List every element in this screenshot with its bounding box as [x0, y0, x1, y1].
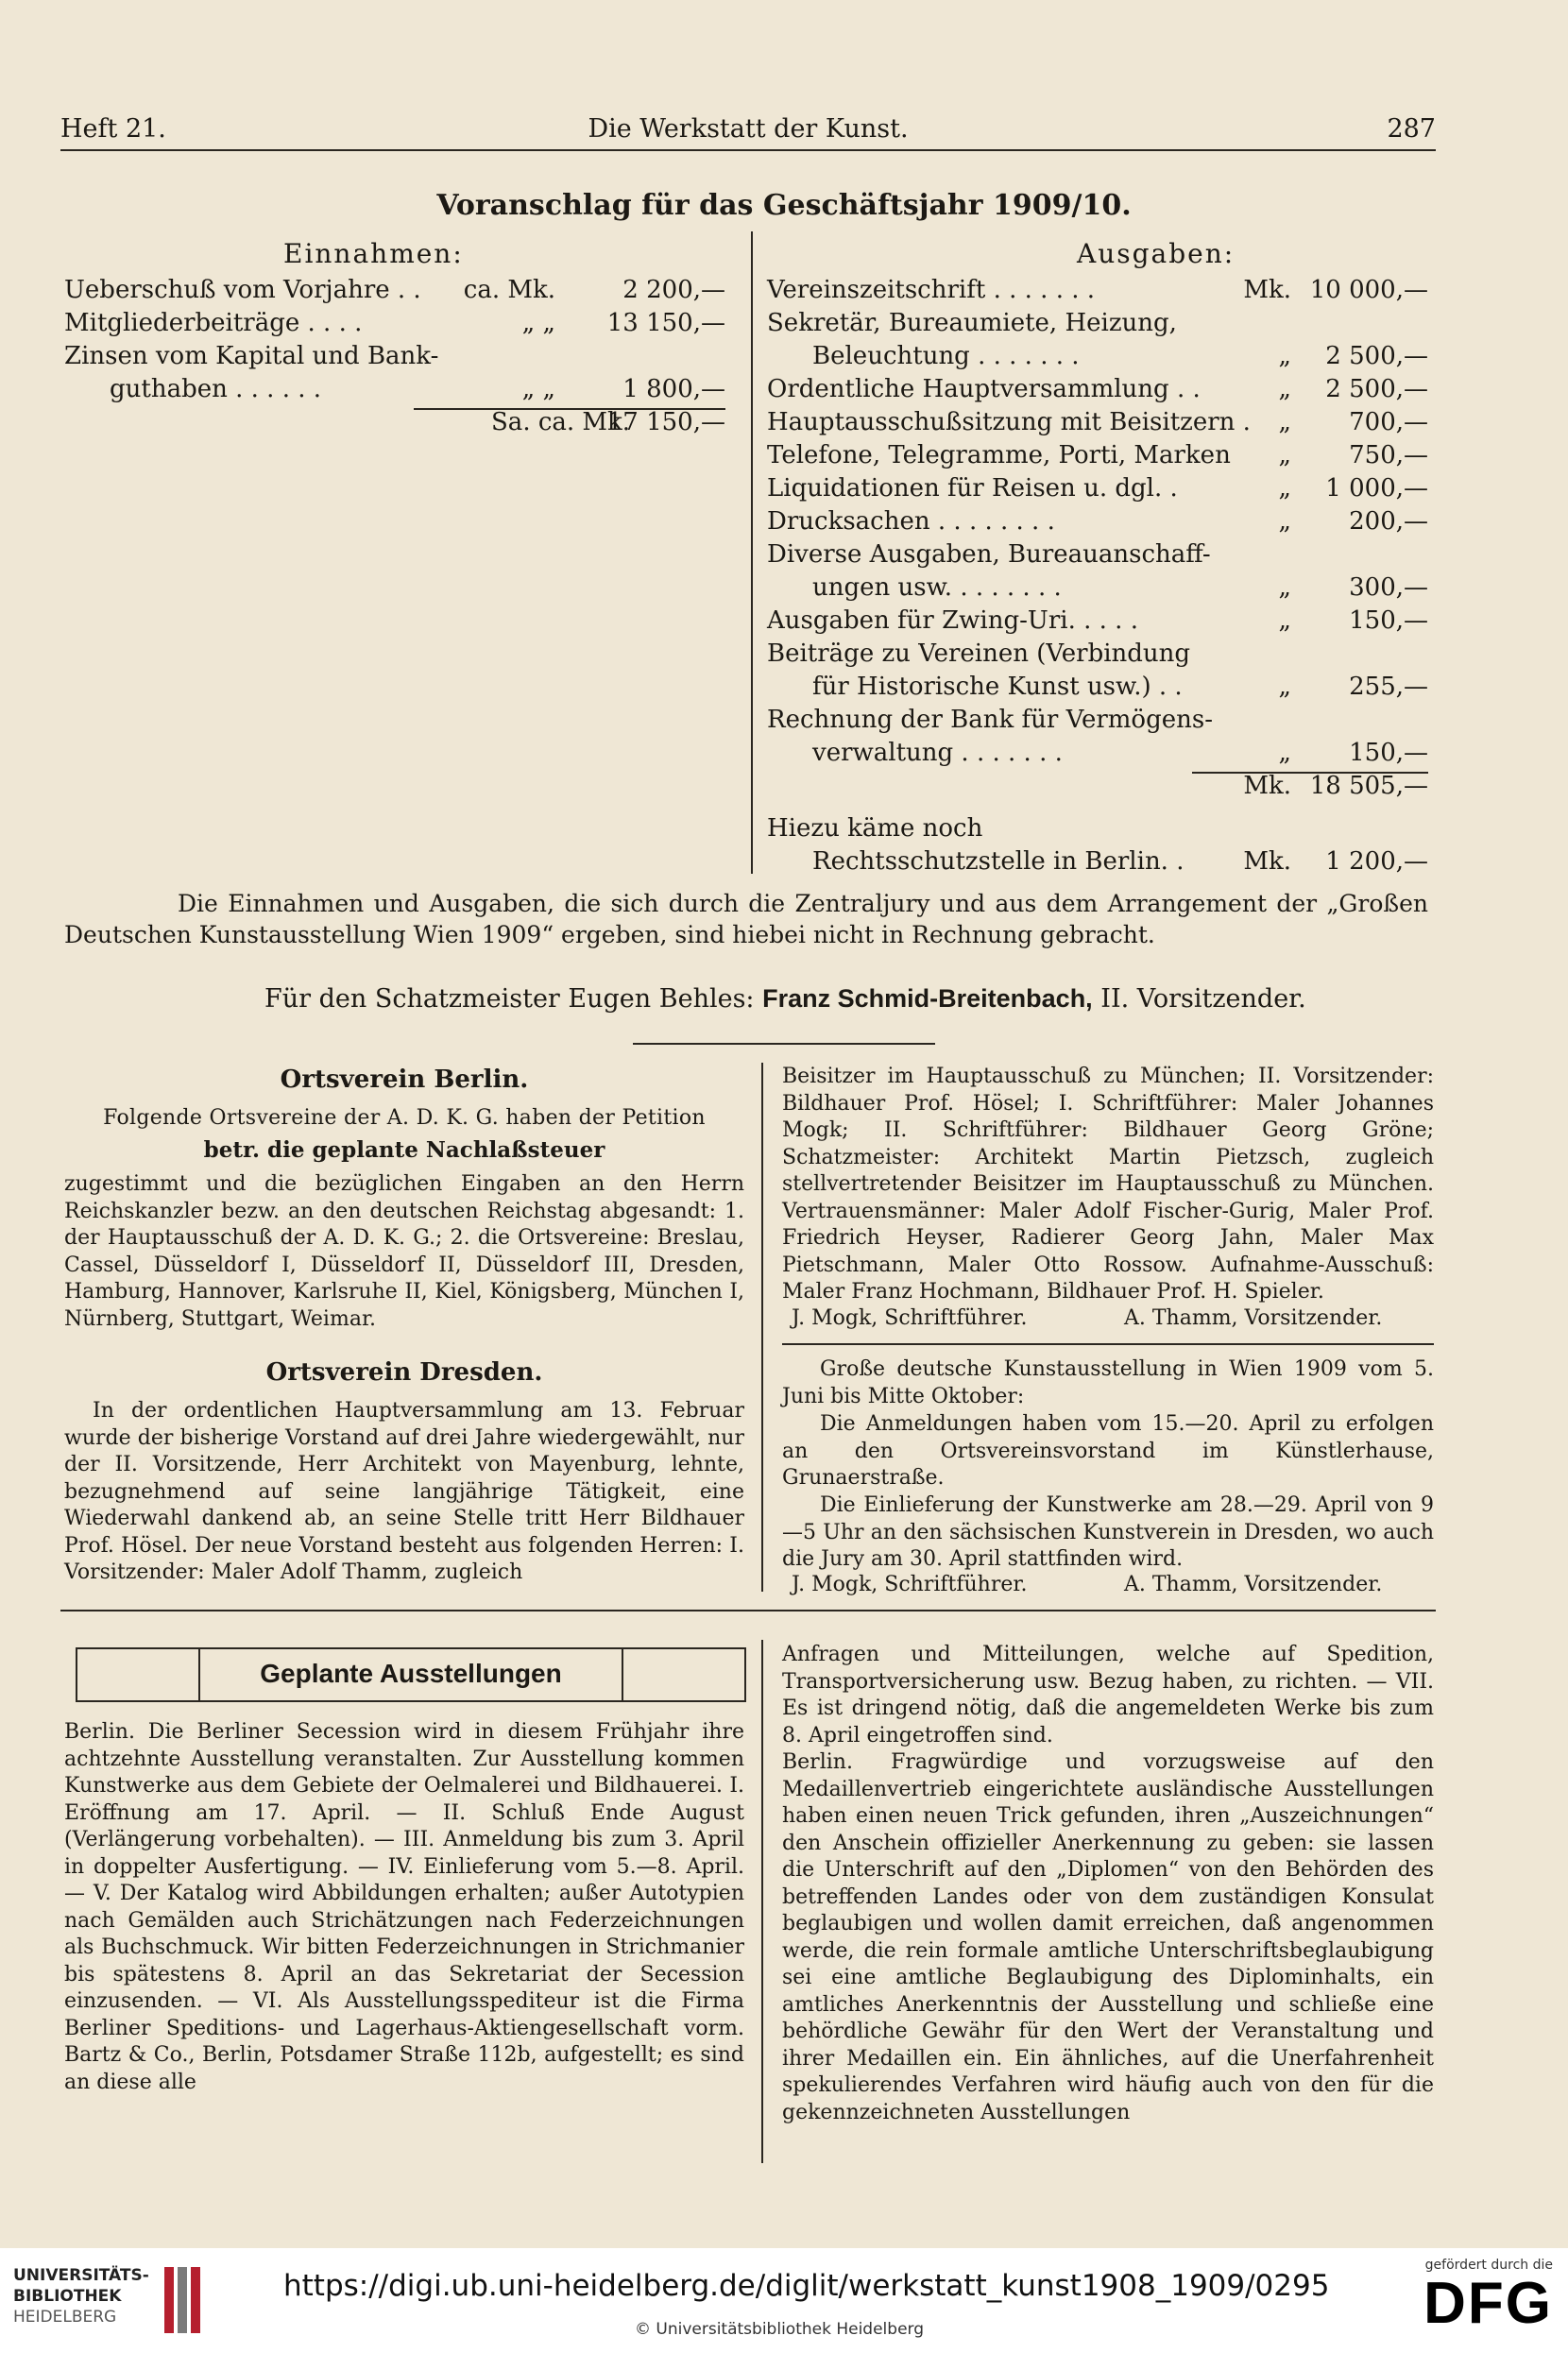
budget-row-unit: „ — [1278, 673, 1291, 701]
budget-row-unit: „ — [1278, 375, 1291, 403]
column-divider — [761, 1063, 763, 1592]
permalink-url[interactable]: https://digi.ub.uni-heidelberg.de/diglit/werkstatt_kunst1908_1909/0295 — [283, 2269, 1330, 2303]
budget-row-label: Ausgaben für Zwing-Uri. . . . . — [767, 606, 1138, 635]
budget-row-label: Mitgliederbeiträge . . . . — [64, 309, 363, 337]
budget-row — [767, 814, 1428, 847]
wien-line1: Große deutsche Kunstausstellung in Wien 1909 vom 5. Juni bis Mitte Oktober: — [782, 1357, 1434, 1408]
budget-row — [767, 639, 1428, 673]
budget-row-amount: 255,— — [1349, 673, 1428, 701]
budget-row-unit: „ — [1278, 739, 1291, 767]
budget-row-label: Rechtsschutzstelle in Berlin. . — [812, 847, 1185, 876]
budget-row-amount: 750,— — [1349, 441, 1428, 469]
income-row — [64, 342, 725, 375]
budget-column-divider — [751, 231, 753, 874]
exhibitions-title: Geplante Ausstellungen — [260, 1659, 562, 1688]
budget-row-amount: 2 200,— — [622, 276, 725, 304]
income-row — [64, 309, 725, 342]
budget-row-amount: 1 000,— — [1325, 474, 1428, 503]
budget-row-unit: „ „ — [521, 309, 555, 337]
section-divider — [633, 1043, 935, 1045]
budget-row — [767, 408, 1428, 441]
budget-row-amount: 1 200,— — [1325, 847, 1428, 876]
expenses-table — [767, 276, 1428, 880]
wien-line3: Die Einlieferung der Kunstwerke am 28.—29. April von 9—5 Uhr an den sächsischen Kunstverein in Dresden, wo auch die Jury am 30. April stattfinden wird. — [782, 1493, 1434, 1571]
budget-row-amount: 150,— — [1349, 606, 1428, 635]
budget-row-amount: 700,— — [1349, 408, 1428, 436]
dresden-continued: Beisitzer im Hauptausschuß zu München; II. Vorsitzender: Bildhauer Prof. Hösel; I. Schriftführer: Maler Johannes Mogk; II. Schriftführer: Bildhauer Georg Gröne; Schatzmeister: Architekt Martin Pietzsch, zugleich stellvertretender Beisitzer im Hauptausschuß zu München. Vertrauensmänner: Maler Adolf Fischer-Gurig, Maler Prof. Friedrich Heyser, Radierer Georg Jahn, Maler Max Pietschmann, Maler Otto Rossow. Aufnahme-Ausschuß: Maler Franz Hochmann, Bildhauer Prof. H. Spieler. — [782, 1065, 1434, 1304]
full-width-rule — [60, 1610, 1436, 1611]
exhibitions-left-body: Berlin. Die Berliner Secession wird in diesem Frühjahr ihre achtzehnte Ausstellung veranstalten. Zur Ausstellung kommen Kunstwerke aus dem Gebiete der Oelmalerei und Bildhauerei. I. Eröffnung am 17. April. — II. Schluß Ende August (Verlängerung vorbehalten). — III. Anmeldung bis zum 3. April in doppelter Ausfertigung. — IV. Einlieferung vom 5.—8. April. — V. Der Katalog wird Abbildungen erhalten; außer Autotypien nach Gemälden auch Strichätzungen nach Federzeichnungen als Buchschmuck. Wir bitten Federzeichnungen in Strichmanier bis spätestens 8. April an das Sekretariat der Secession einzusenden. — VI. Als Ausstellungsspediteur ist die Firma Berliner Speditions- und Lagerhaus-Aktiengesellschaft vorm. Bartz & Co., Berlin, Potsdamer Straße 112b, aufgestellt; es sind an diese alle — [64, 1720, 744, 2094]
exhibitions-right-body-2: Berlin. Fragwürdige und vorzugsweise auf den Medaillenvertrieb eingerichtete ausländische Ausstellungen haben einen neuen Trick gefunden, ihren „Auszeichnungen“ den Anschein offizieller Anerkennung zu geben: sie lassen die Unterschrift auf den „Diplomen“ von den Behörden des betreffenden Landes oder von dem zuständigen Konsulat beglaubigen und wollen damit erreichen, daß angenommen werde, die rein formale amtliche Unterschriftsbeglaubigung sei eine amtliche Beglaubigung des Diplominhalts, ein amtliches Anerkenntnis der Ausstellung und schließe eine behördliche Gewähr für den Wert der Veranstaltung und ihrer Medaillen ein. Ein ähnliches, auf die Unerfahrenheit spekulierendes Verfahren wird häufig auch von den für die gekennzeichneten Ausstellungen — [782, 1750, 1434, 2124]
wien-sig-left: J. Mogk, Schriftführer. — [792, 1573, 1028, 1596]
budget-row-amount: 200,— — [1349, 507, 1428, 536]
exhibitions-right-body: Anfragen und Mitteilungen, welche auf Spedition, Transportversicherung usw. Bezug haben, zu richten. — VII. Es ist dringend nötig, daß die angemeldeten Werke bis zum 8. April eingetroffen sind. — [782, 1643, 1434, 1748]
expenses-total-row — [767, 772, 1428, 805]
page-number: 287 — [1387, 114, 1436, 144]
income-table — [64, 276, 725, 441]
income-heading: Einnahmen: — [283, 238, 464, 269]
budget-row-unit: ca. Mk. — [463, 276, 555, 304]
budget-row-unit: „ — [1278, 474, 1291, 503]
exhibitions-box — [76, 1647, 746, 1702]
budget-row-unit: Mk. — [1243, 772, 1291, 800]
dresden-sig-left: J. Mogk, Schriftführer. — [792, 1306, 1028, 1330]
running-header — [60, 106, 1436, 151]
dresden-heading: Ortsverein Dresden. — [265, 1358, 543, 1387]
budget-row-label: Zinsen vom Kapital und Bank- — [64, 342, 439, 370]
budget-row — [767, 573, 1428, 606]
budget-row-label: verwaltung . . . . . . . — [812, 739, 1063, 767]
budget-row-label: guthaben . . . . . . — [110, 375, 322, 403]
berlin-subheading: betr. die geplante Nachlaßsteuer — [203, 1137, 605, 1163]
budget-row — [767, 375, 1428, 408]
budget-row — [767, 441, 1428, 474]
budget-row — [767, 540, 1428, 573]
budget-row-unit: „ — [1278, 573, 1291, 602]
budget-row-unit: „ — [1278, 507, 1291, 536]
dresden-body: In der ordentlichen Hauptversammlung am 13. Februar wurde der bisherige Vorstand auf drei Jahre wiedergewählt, nur der II. Vorsitzende, Herr Architekt von Mayenburg, lehnte, bezugnehmend auf seine langjährige Tätigkeit, eine Wiederwahl dankend ab, an seine Stelle tritt Herr Bildhauer Prof. Hösel. Der neue Vorstand besteht aus folgenden Herren: I. Vorsitzender: Maler Adolf Thamm, zugleich — [64, 1399, 744, 1584]
wien-sig-right: A. Thamm, Vorsitzender. — [1124, 1573, 1383, 1596]
budget-row-amount: 1 800,— — [622, 375, 725, 403]
budget-row — [767, 507, 1428, 540]
budget-title: Voranschlag für das Geschäftsjahr 1909/10. — [436, 189, 1132, 222]
budget-row-amount: 10 000,— — [1309, 276, 1428, 304]
budget-row — [767, 673, 1428, 706]
berlin-intro: Folgende Ortsvereine der A. D. K. G. haben der Petition — [103, 1106, 706, 1130]
income-row — [64, 276, 725, 309]
budget-row-unit: „ — [1278, 408, 1291, 436]
budget-row-unit: „ — [1278, 342, 1291, 370]
budget-row-unit: „ — [1278, 441, 1291, 469]
budget-row-unit: „ „ — [521, 375, 555, 403]
budget-row-label: Vereinszeitschrift . . . . . . . — [767, 276, 1096, 304]
income-row — [64, 375, 725, 408]
copyright-notice: © Universitätsbibliothek Heidelberg — [635, 2320, 925, 2339]
budget-row-label: für Historische Kunst usw.) . . — [812, 673, 1183, 701]
budget-row-unit: Mk. — [1243, 847, 1291, 876]
budget-row-amount: 300,— — [1349, 573, 1428, 602]
budget-row-unit: Sa. ca. Mk. — [491, 408, 631, 436]
berlin-body: zugestimmt und die bezüglichen Eingaben an den Herrn Reichskanzler bezw. an den deutschen Reichstag abgesandt: 1. der Hauptausschuß der A. D. K. G.; 2. die Ortsvereine: Breslau, Cassel, Düsseldorf I, Düsseldorf II, Düsseldorf III, Dresden, Hamburg, Hannover, Karlsruhe II, Kiel, Königsberg, München I, Nürnberg, Stuttgart, Weimar. — [64, 1172, 744, 1331]
budget-signature: Für den Schatzmeister Eugen Behles: Franz Schmid-Breitenbach, II. Vorsitzender. — [264, 984, 1306, 1014]
digitization-footer — [0, 2248, 1568, 2353]
budget-row — [767, 847, 1428, 880]
right-divider — [782, 1343, 1434, 1345]
income-total-row — [64, 408, 725, 441]
library-logo: UNIVERSITÄTS- BIBLIOTHEK HEIDELBERG — [13, 2266, 149, 2327]
budget-note: Die Einnahmen und Ausgaben, die sich durch die Zentraljury und aus dem Arrangement der „Großen Deutschen Kunstausstellung Wien 1909“ ergeben, sind hiebei nicht in Rechnung gebracht. — [64, 890, 1428, 948]
berlin-heading: Ortsverein Berlin. — [280, 1066, 529, 1094]
column-divider-lower — [761, 1640, 763, 2163]
budget-row — [767, 309, 1428, 342]
budget-row-amount: 2 500,— — [1325, 375, 1428, 403]
dresden-sig-right: A. Thamm, Vorsitzender. — [1124, 1306, 1383, 1330]
budget-row-amount: 13 150,— — [606, 309, 725, 337]
budget-row — [767, 342, 1428, 375]
budget-row-label: ungen usw. . . . . . . . — [812, 573, 1062, 602]
budget-row-unit: „ — [1278, 606, 1291, 635]
budget-row-label: Liquidationen für Reisen u. dgl. . — [767, 474, 1178, 503]
budget-row — [767, 706, 1428, 739]
budget-row-label: Telefone, Telegramme, Porti, Marken — [767, 441, 1231, 469]
budget-row-label: Beiträge zu Vereinen (Verbindung — [767, 639, 1191, 668]
budget-row-amount: 17 150,— — [606, 408, 725, 436]
issue-label: Heft 21. — [60, 114, 166, 144]
budget-row-label: Drucksachen . . . . . . . . — [767, 507, 1055, 536]
budget-row-label: Diverse Ausgaben, Bureauanschaff- — [767, 540, 1211, 569]
budget-row-label: Sekretär, Bureaumiete, Heizung, — [767, 309, 1177, 337]
budget-row-label: Rechnung der Bank für Vermögens- — [767, 706, 1213, 734]
budget-row-label: Beleuchtung . . . . . . . — [812, 342, 1080, 370]
dfg-logo: gefördert durch die DFG — [1423, 2258, 1553, 2336]
wien-line2: Die Anmeldungen haben vom 15.—20. April zu erfolgen an den Ortsvereinsvorstand im Künstlerhause, Grunaerstraße. — [782, 1412, 1434, 1490]
expenses-heading: Ausgaben: — [1077, 238, 1236, 269]
budget-row — [767, 739, 1428, 772]
budget-row — [767, 474, 1428, 507]
budget-row-amount: 2 500,— — [1325, 342, 1428, 370]
budget-row-label: Ordentliche Hauptversammlung . . — [767, 375, 1201, 403]
budget-row — [767, 606, 1428, 639]
budget-row-amount: 18 505,— — [1309, 772, 1428, 800]
budget-row-label: Hauptausschußsitzung mit Beisitzern . — [767, 408, 1251, 436]
budget-row-label: Hiezu käme noch — [767, 814, 983, 843]
library-mark-icon — [162, 2263, 202, 2337]
budget-row-amount: 150,— — [1349, 739, 1428, 767]
journal-title: Die Werkstatt der Kunst. — [588, 114, 909, 144]
budget-row-unit: Mk. — [1243, 276, 1291, 304]
budget-row — [767, 276, 1428, 309]
budget-row-label: Ueberschuß vom Vorjahre . . — [64, 276, 421, 304]
